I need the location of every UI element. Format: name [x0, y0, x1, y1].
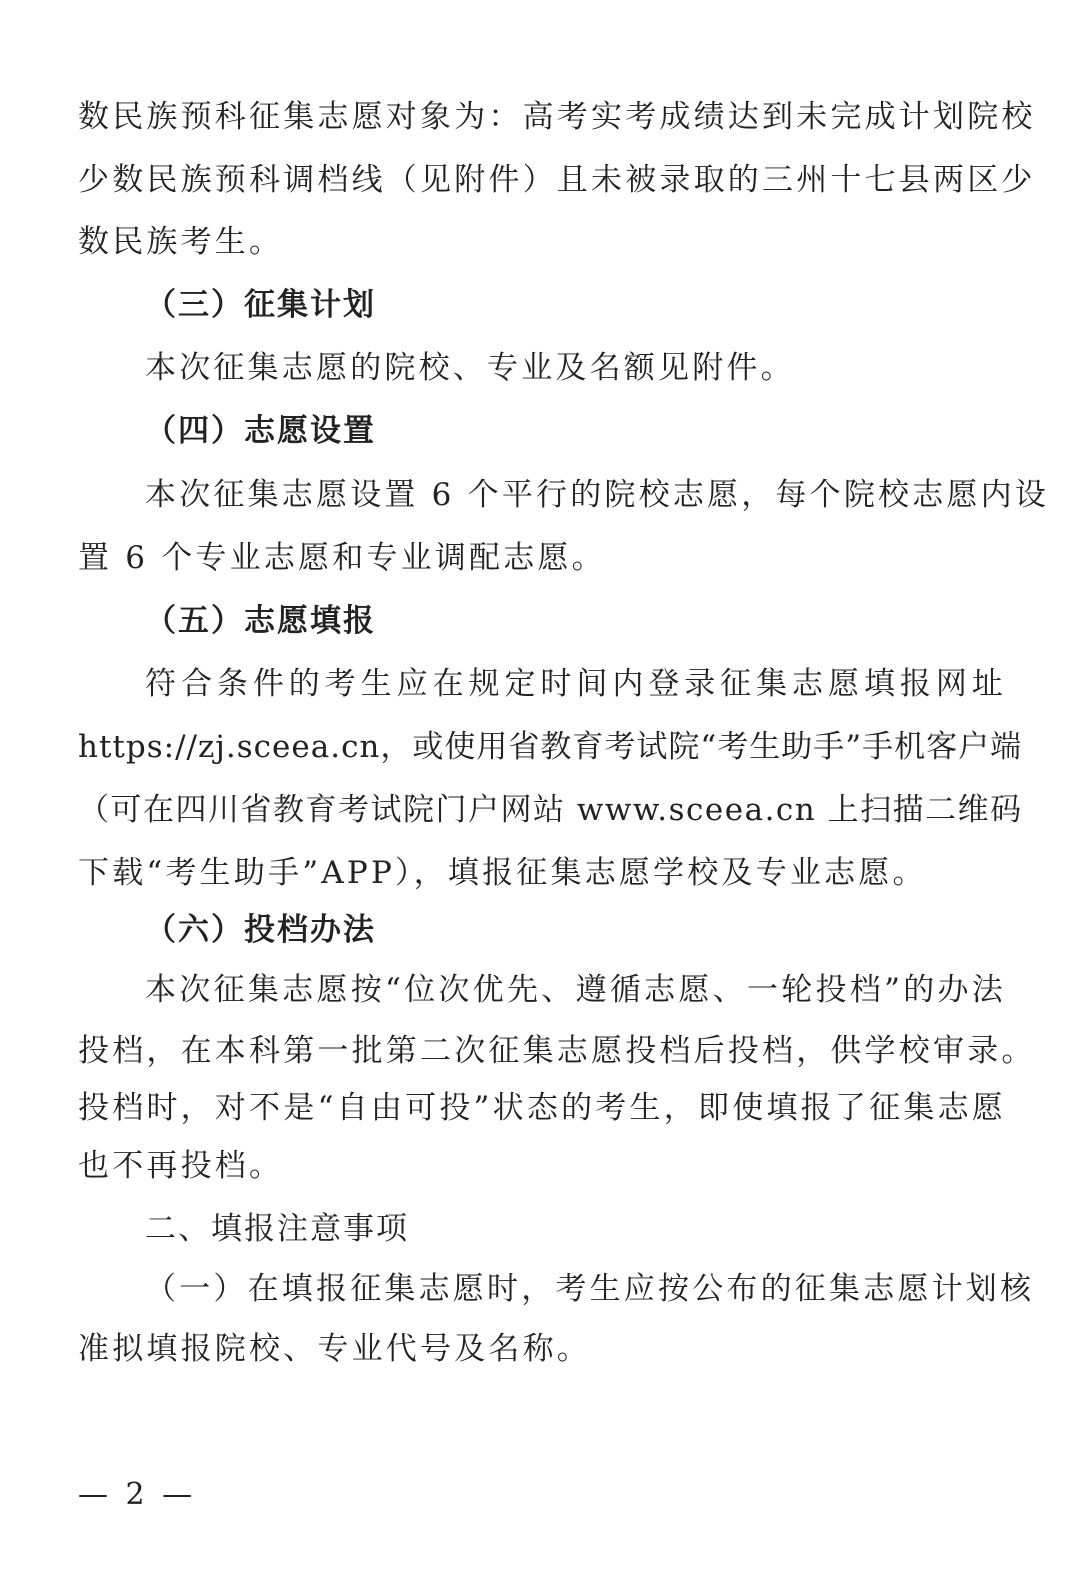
paragraph-line: 也不再投档。	[78, 1148, 284, 1184]
paragraph-line: 少数民族预科调档线（见附件）且未被录取的三州十七县两区少	[78, 162, 1036, 198]
paragraph-line: 下载“考生助手”APP），填报征集志愿学校及专业志愿。	[78, 855, 927, 891]
paragraph-line: 投档，在本科第一批第二次征集志愿投档后投档，供学校审录。	[78, 1033, 1036, 1069]
paragraph-line: 准拟填报院校、专业代号及名称。	[78, 1331, 591, 1367]
section-heading-filling-notes: 二、填报注意事项	[145, 1211, 409, 1247]
section-heading-admission-method: （六）投档办法	[145, 912, 376, 948]
paragraph-line: （一）在填报征集志愿时，考生应按公布的征集志愿计划核	[145, 1271, 1035, 1307]
paragraph-line: 置 6 个专业志愿和专业调配志愿。	[78, 540, 606, 576]
paragraph-line: 本次征集志愿按“位次优先、遵循志愿、一轮投档”的办法	[145, 972, 1006, 1008]
paragraph-line-with-website: （可在四川省教育考试院门户网站 www.sceea.cn 上扫描二维码	[78, 792, 1023, 828]
paragraph-line: 本次征集志愿设置 6 个平行的院校志愿，每个院校志愿内设	[145, 477, 1050, 513]
section-heading-recruitment-plan: （三）征集计划	[145, 287, 376, 323]
paragraph-line: 数民族考生。	[78, 224, 284, 260]
page-number: — 2 —	[78, 1477, 197, 1512]
paragraph-line: 符合条件的考生应在规定时间内登录征集志愿填报网址	[145, 666, 1006, 702]
section-heading-preference-setup: （四）志愿设置	[145, 413, 376, 449]
paragraph-line: 数民族预科征集志愿对象为：高考实考成绩达到未完成计划院校	[78, 99, 1036, 135]
paragraph-line: 本次征集志愿的院校、专业及名额见附件。	[145, 350, 795, 386]
paragraph-line-with-url: https://zj.sceea.cn，或使用省教育考试院“考生助手”手机客户端	[78, 729, 1023, 765]
section-heading-preference-filling: （五）志愿填报	[145, 603, 376, 639]
paragraph-line: 投档时，对不是“自由可投”状态的考生，即使填报了征集志愿	[78, 1090, 1006, 1126]
